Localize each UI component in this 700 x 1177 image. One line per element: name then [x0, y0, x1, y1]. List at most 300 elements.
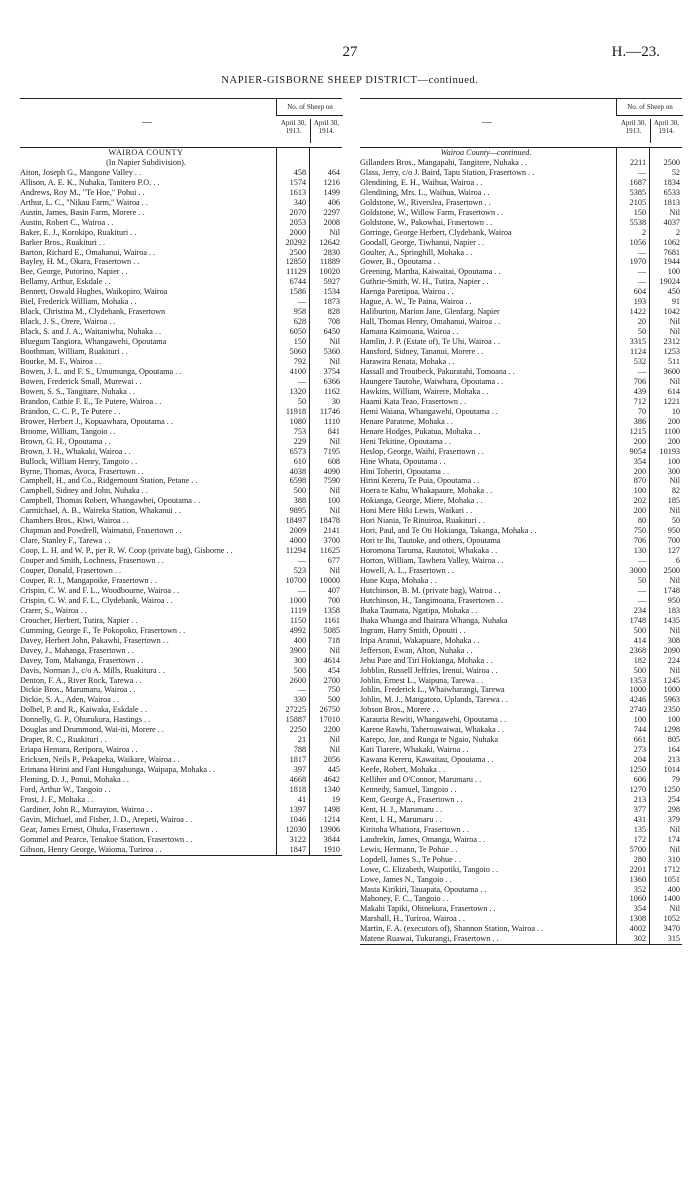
owner-row	[360, 506, 682, 516]
owner-row	[360, 367, 682, 377]
owner-row	[360, 646, 682, 656]
owner-row	[20, 715, 342, 725]
sheep-1914: 406	[327, 197, 341, 207]
owner-name: Carmichael, A. B., Waireka Station, Whakanui . .	[20, 506, 181, 516]
owner-name: Campbell, H., and Co., Ridgemount Station, Petane . .	[20, 476, 198, 486]
sheep-1914: 10020	[319, 267, 341, 277]
owner-name: Frost, J. F., Mohaka . .	[20, 794, 94, 804]
name-column-header: —	[142, 117, 152, 128]
sheep-1914: 2500	[663, 157, 681, 167]
sheep-1913: 354	[633, 456, 647, 466]
sheep-1914: 1052	[663, 914, 681, 924]
sheep-1914: 841	[327, 426, 341, 436]
sheep-1914: Nil	[669, 327, 681, 337]
owner-name: Howell, A. L., Frasertown . .	[360, 566, 454, 576]
sheep-1913: 3900	[289, 645, 307, 655]
sheep-1914: 310	[667, 854, 681, 864]
sheep-1913: 397	[293, 765, 307, 775]
owner-row	[20, 566, 342, 576]
sheep-1914: 7681	[663, 247, 681, 257]
sheep-1914: Nil	[329, 645, 341, 655]
owner-name: Gardiner, John R., Murrayton, Wairoa . .	[20, 804, 153, 814]
owner-row	[20, 596, 342, 606]
owner-name: Guthrie-Smith, W. H., Tutira, Napier . .	[360, 277, 489, 287]
owner-name: Jobson Bros., Morere . .	[360, 705, 439, 715]
sheep-1913: 958	[293, 307, 307, 317]
sheep-1914: 1944	[663, 257, 681, 267]
sheep-1913: 100	[633, 486, 647, 496]
sheep-1913: 386	[633, 416, 647, 426]
owner-name: Ingram, Harry Smith, Opouiti . .	[360, 625, 466, 635]
sheep-1914: 10193	[659, 446, 681, 456]
sheep-1913: 1422	[629, 307, 647, 317]
owner-name: Haliburton, Marion Jane, Glenfarg, Napier	[360, 307, 500, 317]
sheep-1914: 1498	[323, 804, 341, 814]
sheep-1913: 354	[633, 904, 647, 914]
owner-name: Hassall and Troutbeck, Pakuratahi, Tomoana . .	[360, 366, 515, 376]
owner-row	[360, 387, 682, 397]
sheep-1913: 1574	[289, 177, 307, 187]
owner-name: Hini Toheriri, Opoutama . .	[360, 466, 450, 476]
sheep-1913: 1250	[629, 765, 647, 775]
sheep-1914: Nil	[329, 745, 341, 755]
owner-row	[360, 277, 682, 287]
sheep-1914: 100	[667, 715, 681, 725]
owner-row	[20, 646, 342, 656]
owner-row	[20, 606, 342, 616]
owner-name: Kennedy, Samuel, Tangoio . .	[360, 785, 457, 794]
sheep-1914: 5963	[663, 695, 681, 705]
owner-row	[360, 228, 682, 238]
sheep-1913: 50	[297, 396, 307, 406]
sheep-1913: 1397	[289, 804, 307, 814]
sheep-1914: 379	[667, 814, 681, 824]
page-number: 27	[342, 44, 358, 60]
owner-name: (In Napier Subdivision).	[106, 157, 186, 167]
owner-row	[20, 248, 342, 258]
owner-row	[20, 755, 342, 765]
sheep-1914: 708	[327, 317, 341, 327]
owner-name: Bee, George, Putorino, Napier . .	[20, 267, 128, 277]
sheep-1913: 5538	[629, 217, 647, 227]
owner-row	[360, 815, 682, 825]
sheep-1913: 1586	[289, 287, 307, 297]
owner-row	[360, 218, 682, 228]
owner-row	[360, 914, 682, 924]
sheep-1914: 3470	[663, 924, 681, 934]
sheep-1914: 4614	[323, 655, 341, 665]
owner-row	[20, 735, 342, 745]
sheep-1913: 340	[293, 197, 307, 207]
sheep-1913: 11918	[285, 406, 307, 416]
owner-name: Couper, R. J., Mangapoike, Frasertown . .	[20, 575, 157, 585]
owner-name: Jehu Pare and Tiri Hokianga, Mohaka . .	[360, 655, 493, 665]
owner-name: Horton, William, Tawhera Valley, Wairoa . .	[360, 556, 504, 566]
sheep-1914: Nil	[669, 476, 681, 486]
sheep-1913: 1080	[289, 416, 307, 426]
sheep-1913: 3122	[289, 834, 307, 844]
sheep-1913: 1215	[629, 426, 647, 436]
owner-name: Campbell, Thomas Robert, Whangawhei, Opoutama . .	[20, 496, 201, 506]
sheep-1914: 1042	[663, 307, 681, 317]
sheep-1914: 50	[671, 516, 681, 526]
owner-name: Iripa Aranui, Wakapuare, Mohaka . .	[360, 635, 480, 645]
owner-name: Crispin, C. W. and F. L., Woodbourne, Wairoa . .	[20, 585, 180, 595]
owner-name: Joblin, Ernest L., Waipuna, Tarewa . .	[360, 675, 484, 685]
owner-row	[360, 566, 682, 576]
sheep-1914: 5085	[323, 625, 341, 635]
owner-name: Croucher, Herbert, Tutira, Napier . .	[20, 615, 138, 625]
sheep-1913: 500	[633, 665, 647, 675]
sheep-1913: 4002	[629, 924, 647, 934]
sheep-1914: 1062	[663, 237, 681, 247]
sheep-1914: 1834	[663, 177, 681, 187]
owner-name: Davey, J., Mahanga, Frasertown . .	[20, 645, 134, 655]
section-heading-row	[360, 148, 682, 158]
sheep-1913: 3000	[629, 566, 647, 576]
sheep-1913: 1046	[289, 814, 307, 824]
sheep-1913: 500	[293, 665, 307, 675]
sheep-1913: 300	[293, 655, 307, 665]
sheep-1913: —	[297, 376, 307, 386]
owner-row	[20, 556, 342, 566]
owner-name: Gear, James Ernest, Ohuka, Frasertown . .	[20, 824, 158, 834]
owner-name: Kawana Kereru, Kawaitau, Opoutama . .	[360, 755, 494, 765]
owner-row	[360, 934, 682, 944]
owner-row	[20, 437, 342, 447]
owner-name: Dolbel, P. and R., Kaiwaka, Eskdale . .	[20, 705, 147, 715]
owner-row	[20, 407, 342, 417]
owner-row	[360, 377, 682, 387]
owner-name: Black, Christina M., Clydebank, Frasertown	[20, 307, 166, 317]
sheep-1913: 50	[637, 575, 647, 585]
sheep-1913: —	[637, 585, 647, 595]
sheep-1914: 6366	[323, 376, 341, 386]
owner-row	[360, 357, 682, 367]
owner-name: Clare, Stanley F., Tarewa . .	[20, 536, 111, 546]
owner-name: Bowen, S. S., Tangitare, Nuhaka . .	[20, 386, 136, 396]
sheep-1914: Nil	[669, 824, 681, 834]
sheep-1914: 407	[327, 585, 341, 595]
sheep-1913: 5060	[289, 347, 307, 357]
sheep-1914: 1214	[323, 814, 341, 824]
owner-name: Brower, Herbert J., Kopuawhara, Opoutama . .	[20, 416, 173, 426]
owner-name: Bowen, J. L. and F. S., Umumunga, Opoutama . .	[20, 366, 182, 376]
owner-row	[20, 626, 342, 636]
sheep-1914: Nil	[669, 904, 681, 914]
sheep-1913	[612, 148, 647, 158]
sheep-1913: 1818	[289, 785, 307, 794]
owner-row	[360, 606, 682, 616]
sheep-1914: 1712	[663, 864, 681, 874]
owner-name: Baker, E. J., Korokipo, Ruakituri . .	[20, 227, 137, 237]
sheep-1913: 1320	[289, 386, 307, 396]
sheep-1913: 1150	[289, 615, 307, 625]
owner-name: Hine Whata, Opoutama . .	[360, 456, 446, 466]
sheep-1913: —	[297, 556, 307, 566]
owner-row	[360, 397, 682, 407]
sheep-1913: 1308	[629, 914, 647, 924]
owner-row	[20, 745, 342, 755]
owner-row	[360, 735, 682, 745]
sheep-1914: 2350	[663, 705, 681, 715]
sheep-1913: 229	[293, 436, 307, 446]
sheep-1914: 614	[667, 386, 681, 396]
owner-name: Gommel and Pearce, Tenakoe Station, Frasertown . .	[20, 834, 193, 844]
owner-name: Lowe, C. Elizabeth, Waipotiki, Tangoio . .	[360, 864, 499, 874]
sheep-1914: 2141	[323, 526, 341, 536]
owner-row	[360, 636, 682, 646]
owner-name: Ericksen, Neils P., Pekapeka, Waikare, Wairoa . .	[20, 755, 180, 765]
sheep-1913	[272, 148, 307, 158]
sheep-1914: 1221	[663, 396, 681, 406]
owner-row	[360, 715, 682, 725]
owner-row	[360, 695, 682, 705]
sheep-1914: 164	[667, 745, 681, 755]
sheep-1913: —	[637, 556, 647, 566]
owner-name: Joblin, Frederick L., Whaiwharangi, Tarewa	[360, 685, 505, 695]
owner-row	[360, 865, 682, 875]
sheep-1914: 300	[667, 466, 681, 476]
owner-row	[20, 765, 342, 775]
sheep-1914: 950	[667, 526, 681, 536]
owner-row	[20, 238, 342, 248]
sheep-1914: 1051	[663, 874, 681, 884]
sheep-1914: 7195	[323, 446, 341, 456]
sheep-1913: 204	[633, 755, 647, 765]
sheep-1914	[307, 148, 342, 158]
sheep-1913: 1817	[289, 755, 307, 765]
sheep-1913: 788	[293, 745, 307, 755]
owner-row	[20, 427, 342, 437]
owner-name: Bluegum Tangiora, Whangawehi, Opoutama	[20, 337, 167, 347]
sheep-1913: 628	[293, 317, 307, 327]
owner-row	[20, 496, 342, 506]
sheep-1913: 431	[633, 814, 647, 824]
owner-name: Hori Niania, Te Rinuiroa, Ruakituri . .	[360, 516, 485, 526]
sheep-1914: 213	[667, 755, 681, 765]
sheep-1913: 706	[633, 376, 647, 386]
owner-name: Hemi Waiana, Whangawehi, Opoutama . .	[360, 406, 498, 416]
sheep-1913: 388	[293, 496, 307, 506]
owner-name: Keefe, Robert, Mohaka . .	[360, 765, 446, 775]
owner-name: Hamlin, J. P. (Estate of), Te Uhi, Wairoa . .	[360, 337, 500, 347]
owner-row	[20, 347, 342, 357]
sheep-1914	[647, 148, 682, 158]
owner-name: Bourke, M. F., Wairoa . .	[20, 357, 102, 367]
sheep-1913: —	[297, 585, 307, 595]
owner-row	[20, 457, 342, 467]
owner-name: Ihaka Whanga and Ihairara Whanga, Nuhaka	[360, 615, 508, 625]
sheep-1913	[272, 158, 307, 168]
owner-row	[360, 785, 682, 795]
sheep-1914: Nil	[669, 844, 681, 854]
owner-row	[20, 576, 342, 586]
sheep-1914: 1298	[663, 725, 681, 735]
left-column	[20, 98, 342, 856]
sheep-1914: 3844	[323, 834, 341, 844]
sheep-1914: 1000	[663, 685, 681, 695]
owner-row	[360, 765, 682, 775]
right-column	[360, 98, 682, 945]
owner-name: Gavin, Michael, and Fisher, J. D., Arepeti, Wairoa . .	[20, 814, 193, 824]
sheep-1913: 200	[633, 436, 647, 446]
owner-row	[20, 795, 342, 805]
owner-name: Bennett, Oswald Hughes, Waikopiro, Wairoa	[20, 287, 168, 297]
owner-row	[360, 924, 682, 934]
sheep-1914: 200	[667, 416, 681, 426]
sheep-1914: 19024	[659, 277, 681, 287]
owner-row	[360, 347, 682, 357]
owner-name: Mahoney, F. C., Tangoio . .	[360, 894, 449, 904]
sheep-1914: Nil	[329, 486, 341, 496]
sheep-1913: 870	[633, 476, 647, 486]
owner-row	[20, 705, 342, 715]
sheep-1914: 1873	[323, 297, 341, 307]
owner-name: Henare Hodges, Pukatua, Mohaka . .	[360, 426, 481, 436]
sheep-1913: 130	[633, 546, 647, 556]
sheep-1914: 1748	[663, 585, 681, 595]
sheep-1913: —	[637, 366, 647, 376]
owner-row	[20, 815, 342, 825]
owner-name: Hoera te Kahu, Whakapaure, Mohaka . .	[360, 486, 493, 496]
sheep-1914: 511	[668, 357, 681, 367]
owner-row	[360, 407, 682, 417]
sheep-1914: 7590	[323, 476, 341, 486]
owner-row	[360, 835, 682, 845]
sheep-1913: 5385	[629, 187, 647, 197]
owner-row	[360, 885, 682, 895]
sheep-1914: 200	[667, 436, 681, 446]
sheep-1913: 11294	[285, 546, 307, 556]
owner-name: Goldstone, W., Riverslea, Frasertown . .	[360, 197, 491, 207]
owner-row	[20, 536, 342, 546]
sheep-1914: 3700	[323, 536, 341, 546]
sheep-1914: 454	[327, 665, 341, 675]
sheep-1914: 11625	[319, 546, 341, 556]
sheep-1913: 5700	[629, 844, 647, 854]
sheep-1913: 172	[633, 834, 647, 844]
page-title: NAPIER-GISBORNE SHEEP DISTRICT—continued.	[221, 75, 479, 86]
owner-row	[360, 327, 682, 337]
owner-row	[360, 586, 682, 596]
sheep-1913: 41	[297, 794, 307, 804]
sheep-1913: 4992	[289, 625, 307, 635]
owner-row	[20, 516, 342, 526]
sheep-1913: 712	[633, 396, 647, 406]
sheep-1914: 13906	[319, 824, 341, 834]
sheep-1914: 5927	[323, 277, 341, 287]
owner-name: Horomona Taruma, Rautotoi, Whakaka . .	[360, 546, 498, 556]
sheep-1914: 127	[667, 546, 681, 556]
sheep-1913: 1353	[629, 675, 647, 685]
owner-row	[360, 317, 682, 327]
sheep-1913: 12030	[285, 824, 307, 834]
owner-row	[360, 656, 682, 666]
owner-name: Karauria Rewiti, Whangawehi, Opoutama . .	[360, 715, 507, 725]
sheep-1914: 6533	[663, 187, 681, 197]
sheep-1913: 150	[293, 337, 307, 347]
sheep-1914: 224	[667, 655, 681, 665]
owner-row	[20, 397, 342, 407]
owner-name: Hori, Paul, and Te Oti Hokianga, Takanga, Mohaka . .	[360, 526, 537, 536]
owner-row	[360, 267, 682, 277]
owner-row	[360, 168, 682, 178]
owner-name: Haungere Tautohe, Waiwhara, Opoutama . .	[360, 376, 504, 386]
sheep-1913: 1613	[289, 187, 307, 197]
sheep-1913: 500	[633, 625, 647, 635]
owner-name: Douglas and Drummond, Wai-iti, Morere . .	[20, 725, 164, 735]
owner-row	[20, 357, 342, 367]
owner-row	[360, 725, 682, 735]
sheep-1913: 70	[637, 406, 647, 416]
sheep-1913: 11129	[286, 267, 307, 277]
sheep-1914: 718	[327, 635, 341, 645]
sheep-1913: 1119	[290, 605, 307, 615]
owner-row	[20, 845, 342, 855]
sheep-1914: Nil	[329, 566, 341, 576]
owner-name: Kelliher and O'Connor, Marumaru . .	[360, 775, 482, 785]
sheep-1913: —	[637, 247, 647, 257]
owner-row	[360, 745, 682, 755]
sheep-1914: 828	[327, 307, 341, 317]
right-table-header	[360, 98, 682, 148]
sheep-1913: 10700	[285, 575, 307, 585]
sheep-1914: 1358	[323, 605, 341, 615]
owner-row	[20, 337, 342, 347]
sheep-1913: 1056	[629, 237, 647, 247]
owner-name: Crispin, C. W. and F. L., Clydebank, Wairoa . .	[20, 595, 173, 605]
owner-name: Barton, Richard E., Omahanui, Wairoa . .	[20, 247, 156, 257]
sheep-1913: 1687	[629, 177, 647, 187]
owner-row	[360, 427, 682, 437]
left-table-body	[20, 148, 342, 856]
owner-name: Harawira Renata, Mohaka . .	[360, 357, 455, 367]
left-table-header	[20, 98, 342, 148]
sheep-1913: 273	[633, 745, 647, 755]
sheep-1914: 10000	[319, 575, 341, 585]
owner-row	[360, 755, 682, 765]
sheep-1913: 1000	[289, 595, 307, 605]
sheep-1913: 2368	[629, 645, 647, 655]
owner-name: Wairoa County—continued.	[440, 148, 532, 157]
owner-name: Hague, A. W., Te Paina, Wairoa . .	[360, 297, 472, 307]
owner-row	[360, 287, 682, 297]
sheep-1913: 193	[633, 297, 647, 307]
sheep-1913: 400	[293, 635, 307, 645]
owner-row	[360, 526, 682, 536]
sheep-1914: 700	[327, 595, 341, 605]
owner-name: Denton, F. A., River Rock, Tarewa . .	[20, 675, 142, 685]
sheep-1914: 6450	[323, 327, 341, 337]
owner-row	[360, 208, 682, 218]
owner-row	[20, 257, 342, 267]
owner-name: Goldstone, W., Pakowhai, Frasertown . .	[360, 217, 493, 227]
owner-row	[20, 676, 342, 686]
section-heading-row	[20, 148, 342, 158]
sheep-1913: 606	[633, 775, 647, 785]
sheep-1913: 20292	[285, 237, 307, 247]
sheep-1913: 352	[633, 884, 647, 894]
sheep-1913: 2250	[289, 725, 307, 735]
sheep-1914: 1110	[324, 416, 341, 426]
sheep-1913: 2201	[629, 864, 647, 874]
owner-row	[360, 705, 682, 715]
sheep-1913: 213	[633, 794, 647, 804]
sheep-1914: 700	[667, 536, 681, 546]
year-1914-header: April 30, 1914.	[310, 119, 342, 143]
owner-name: Davey, Tom, Mahanga, Frasertown . .	[20, 655, 144, 665]
